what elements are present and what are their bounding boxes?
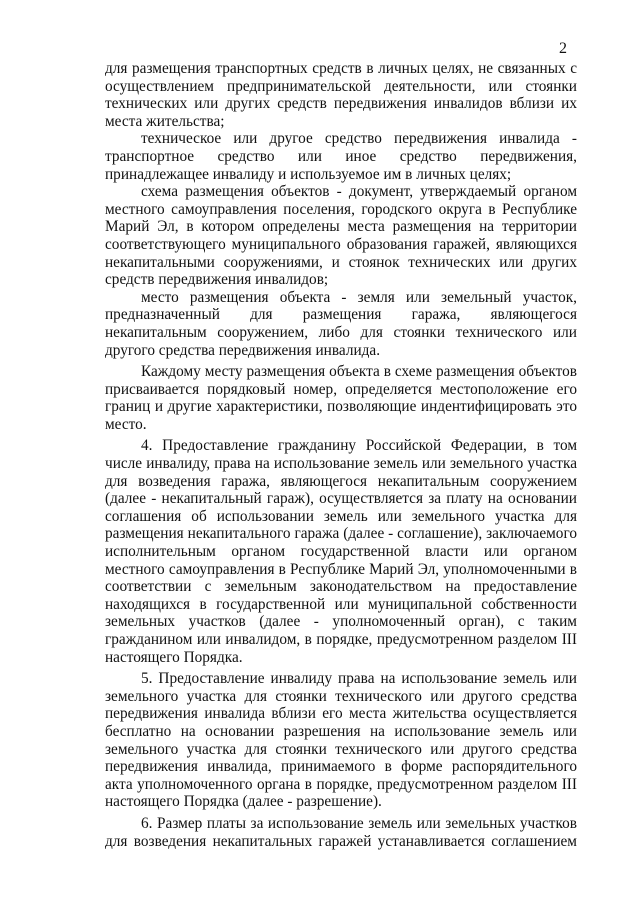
page-number: 2 <box>559 40 567 57</box>
paragraph: место размещения объекта - земля или земельный участок, предназначенный для размещения гаража, являющегося некапитальным сооружением, либо для стоянки технического или другого средства передвижения инвалида. <box>105 288 577 359</box>
paragraph: 4. Предоставление гражданину Российской Федерации, в том числе инвалиду, права на использование земель или земельного участка для возведения гаража, являющегося некапитальным сооружением (далее - некапитальный гараж), осуществляется за плату на основании соглашения об использовании земель или земельного участка для размещения некапитального гаража (далее - соглашение), заключаемого исполнительным органом государственной власти или органом местного самоуправления в Республике Марий Эл, уполномоченными в соответствии с земельным законодательством на предоставление находящихся в государственной или муниципальной собственности земельных участков (далее - уполномоченный орган), с таким гражданином или инвалидом, в порядке, предусмотренном разделом III настоящего Порядка. <box>105 437 577 666</box>
paragraph: схема размещения объектов - документ, утверждаемый органом местного самоуправления поселения, городского округа в Республике Марий Эл, в котором определены места размещения на территории соответствующего муниципального образования гаражей, являющихся некапитальными сооружениями, и стоянок технических или других средств передвижения инвалидов; <box>105 183 577 289</box>
paragraph: 6. Размер платы за использование земель или земельных участков для возведения некапитальных гаражей устанавливается соглашением <box>105 814 577 850</box>
paragraph: 5. Предоставление инвалиду права на использование земель или земельного участка для стоянки технического или другого средства передвижения инвалида вблизи его места жительства осуществляется бесплатно на основании разрешения на использование земель или земельного участка для стоянки технического или другого средства передвижения инвалида, принимаемого в форме распорядительного акта уполномоченного органа в порядке, предусмотренном разделом III настоящего Порядка (далее - разрешение). <box>105 670 577 811</box>
document-body <box>105 60 577 850</box>
paragraph: техническое или другое средство передвижения инвалида - транспортное средство или иное средство передвижения, принадлежащее инвалиду и используемое им в личных целях; <box>105 130 577 183</box>
paragraph: для размещения транспортных средств в личных целях, не связанных с осуществлением предпринимательской деятельности, или стоянки технических или других средств передвижения инвалидов вблизи их места жительства; <box>105 60 577 130</box>
paragraph: Каждому месту размещения объекта в схеме размещения объектов присваивается порядковый номер, определяется местоположение его границ и другие характеристики, позволяющие индентифицировать это место. <box>105 363 577 433</box>
